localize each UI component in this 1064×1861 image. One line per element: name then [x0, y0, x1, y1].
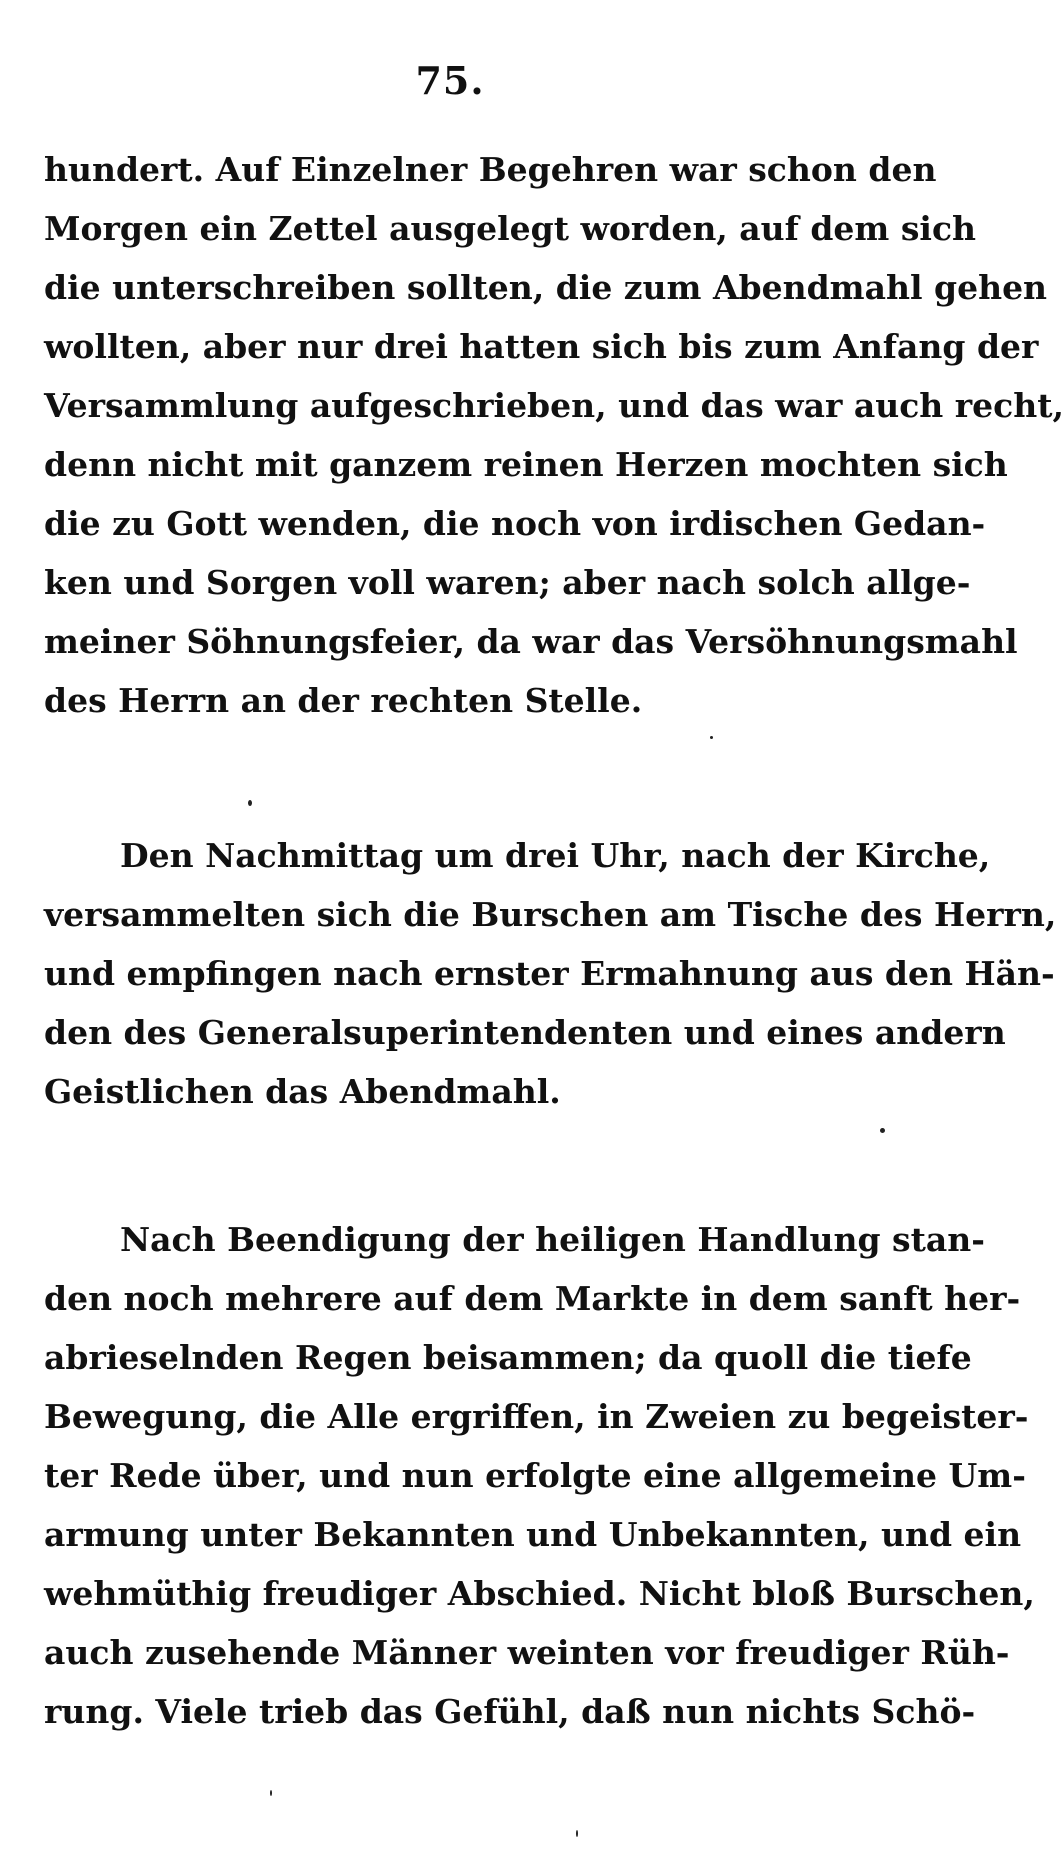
text-line: hundert. Auf Einzelner Begehren war schon den [44, 150, 937, 189]
paragraph-2 [44, 826, 1057, 1121]
text-line: die unterschreiben sollten, die zum Abendmahl gehen [44, 268, 1048, 307]
text-line: Versammlung aufgeschrieben, und das war auch recht, [44, 386, 1064, 425]
text-line: armung unter Bekannten und Unbekannten, und ein [44, 1515, 1022, 1554]
text-line: ken und Sorgen voll waren; aber nach solch allge- [44, 563, 971, 602]
text-line: Nach Beendigung der heiligen Handlung stan- [120, 1220, 985, 1259]
text-line: den des Generalsuperintendenten und eines andern [44, 1013, 1006, 1052]
paragraph-1 [44, 140, 1064, 730]
text-line: rung. Viele trieb das Gefühl, daß nun nichts Schö- [44, 1692, 976, 1731]
text-line: den noch mehrere auf dem Markte in dem sanft her- [44, 1279, 1021, 1318]
text-line: auch zusehende Männer weinten vor freudiger Rüh- [44, 1633, 1010, 1672]
text-line: abrieselnden Regen beisammen; da quoll die tiefe [44, 1338, 972, 1377]
scan-speck [270, 1790, 272, 1796]
text-line: denn nicht mit ganzem reinen Herzen mochten sich [44, 445, 1008, 484]
text-line: Morgen ein Zettel ausgelegt worden, auf dem sich [44, 209, 977, 248]
scan-speck [880, 1128, 885, 1133]
scan-speck [576, 1830, 578, 1837]
page-number: 75. [415, 58, 485, 103]
text-line: die zu Gott wenden, die noch von irdischen Gedan- [44, 504, 986, 543]
text-line: versammelten sich die Burschen am Tische des Herrn, [44, 895, 1057, 934]
text-line: des Herrn an der rechten Stelle. [44, 681, 643, 720]
text-line: meiner Söhnungsfeier, da war das Versöhnungsmahl [44, 622, 1018, 661]
scan-speck [710, 736, 713, 739]
text-line: und empfingen nach ernster Ermahnung aus den Hän- [44, 954, 1055, 993]
text-line: wehmüthig freudiger Abschied. Nicht bloß Burschen, [44, 1574, 1035, 1613]
text-line: wollten, aber nur drei hatten sich bis zum Anfang der [44, 327, 1039, 366]
scan-speck [248, 800, 252, 806]
text-line: Den Nachmittag um drei Uhr, nach der Kirche, [120, 836, 991, 875]
text-line: ter Rede über, und nun erfolgte eine allgemeine Um- [44, 1456, 1026, 1495]
text-line: Geistlichen das Abendmahl. [44, 1072, 561, 1111]
paragraph-3 [44, 1210, 1035, 1741]
text-line: Bewegung, die Alle ergriffen, in Zweien zu begeister- [44, 1397, 1029, 1436]
